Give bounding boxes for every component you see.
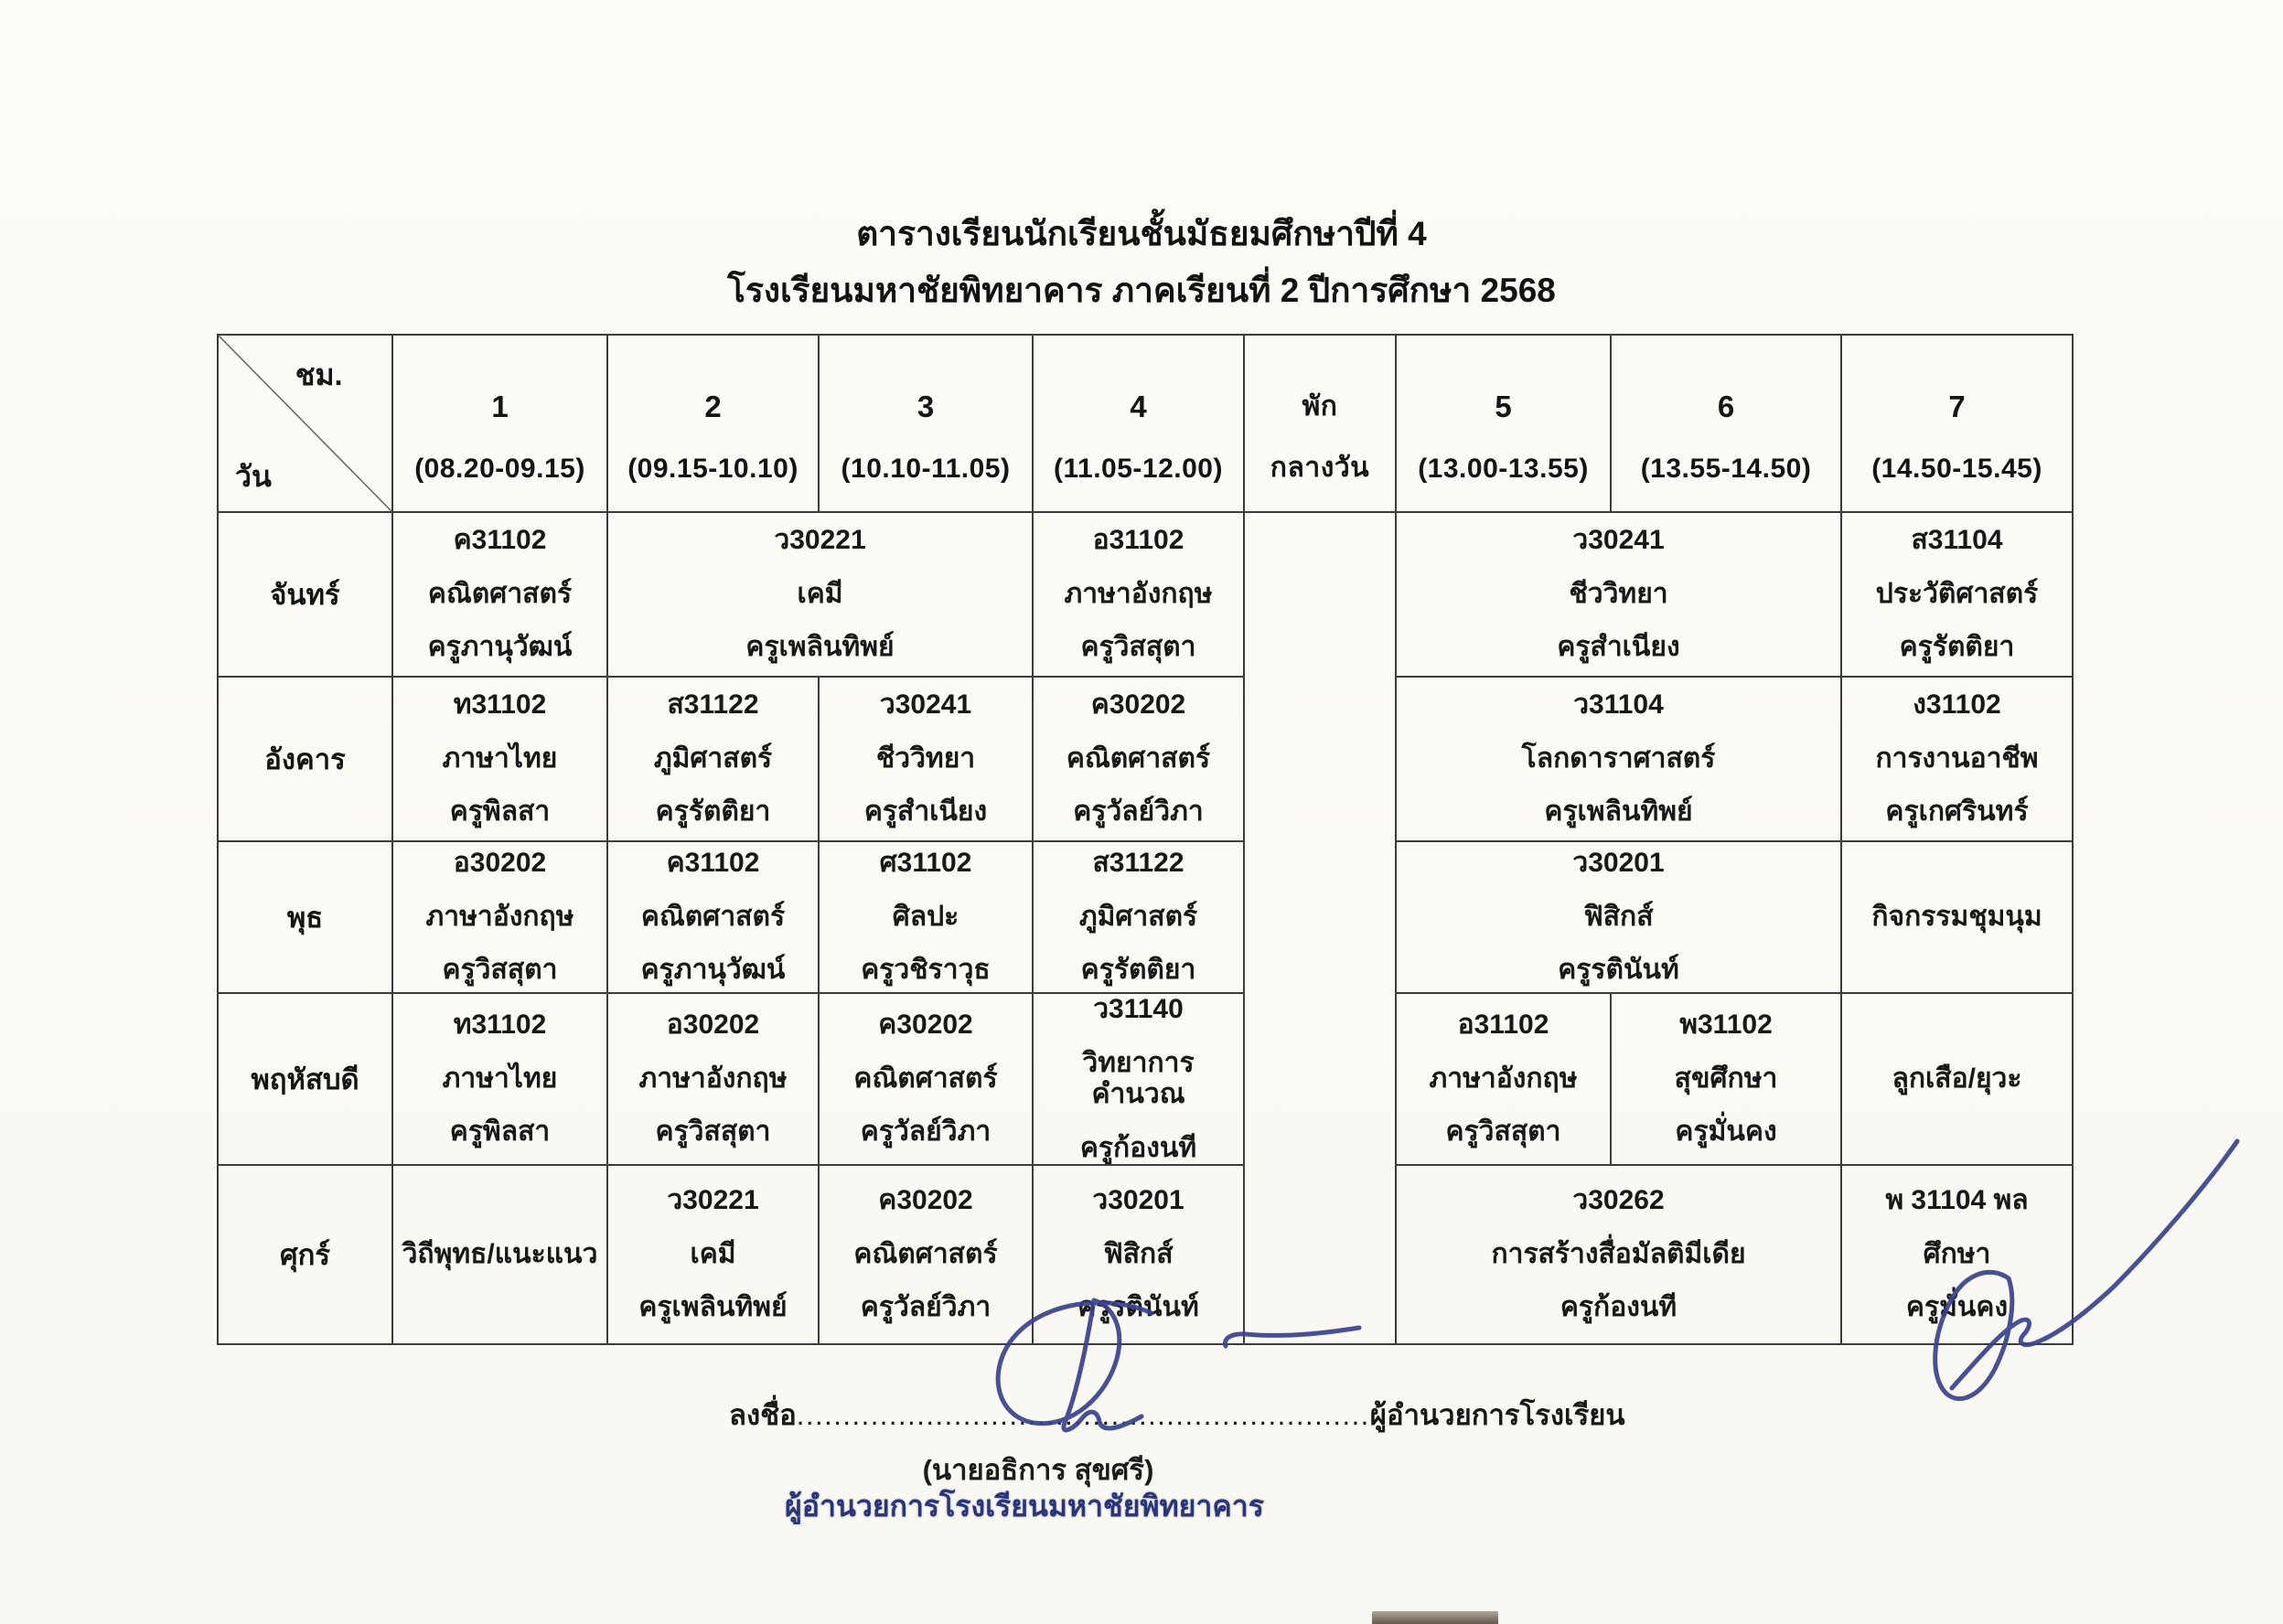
schedule-cell [1396,993,1611,1165]
subject-code: ค30202 [878,1185,973,1216]
activity-name: ลูกเสือ/ยุวะ [1892,1063,2022,1094]
subject-name: ภาษาไทย [442,743,558,774]
subject-code: ว30241 [879,689,972,721]
sign-label: ลงชื่อ [729,1399,797,1431]
period-header-5 [1396,335,1611,512]
teacher-name: ครูเพลินทิพย์ [638,1292,788,1323]
subject-code: ท31102 [453,689,547,721]
subject-name: ภาษาอังกฤษ [425,901,574,932]
schedule-cell-activity [392,1165,607,1344]
subject-name: เคมี [690,1238,736,1269]
teacher-name: ครูวัลย์วิภา [1073,796,1204,828]
schedule-cell [392,841,607,993]
signer-position-stamp: ผู้อำนวยการโรงเรียนมหาชัยพิทยาคาร [785,1490,1264,1522]
teacher-name: ครูรตินันท์ [1077,1292,1199,1323]
teacher-name: ครูรัตติยา [1080,955,1196,986]
period-time: (08.20-09.15) [414,454,585,484]
schedule-cell [1033,512,1244,677]
schedule-cell [607,677,819,841]
teacher-name: ครูภานุวัฒน์ [427,632,573,663]
subject-code: อ31102 [1457,1010,1549,1041]
day-label-tuesday: อังคาร [218,677,392,841]
subject-name: คณิตศาสตร์ [853,1063,998,1094]
subject-code: ค31102 [453,525,547,556]
day-label-wednesday: พุธ [218,841,392,993]
subject-name: ศึกษา [1923,1238,1991,1269]
subject-code: ค30202 [1090,689,1186,721]
signature-line [729,1392,1625,1437]
activity-name: กิจกรรมชุมนุม [1871,901,2042,932]
subject-code: ส31122 [667,689,759,721]
period-header-1 [392,335,607,512]
teacher-name: ครูวิสสุตา [1080,632,1196,663]
subject-name: ฟิสิกส์ [1583,901,1654,932]
teacher-name: ครูก้องนที [1560,1292,1677,1323]
subject-code: อ30202 [453,848,547,879]
schedule-cell [1611,993,1841,1165]
period-time: (09.15-10.10) [627,454,799,484]
subject-name: การงานอาชีพ [1875,743,2039,774]
document-title: ตารางเรียนนักเรียนชั้นมัธยมศึกษาปีที่ 4 [856,215,1427,252]
period-number: 5 [1495,390,1512,423]
teacher-name: ครูพิลสา [449,1116,551,1148]
teacher-name: ครูวชิราวุธ [861,955,991,986]
subject-code: ว31140 [1093,994,1184,1024]
schedule-cell [1033,841,1244,993]
lunch-break-cell [1244,512,1396,1344]
subject-name: คณิตศาสตร์ [427,578,573,609]
schedule-cell [607,841,819,993]
schedule-cell [1841,677,2073,841]
schedule-cell [392,512,607,677]
teacher-name: ครูภานุวัฒน์ [640,955,786,986]
subject-name: ฟิสิกส์ [1103,1238,1174,1269]
schedule-cell [1396,1165,1841,1344]
schedule-cell [607,512,1033,677]
subject-name: คณิตศาสตร์ [640,901,786,932]
subject-name: ภูมิศาสตร์ [1078,901,1198,932]
schedule-cell [819,841,1033,993]
teacher-name: ครูวัลย์วิภา [860,1116,991,1148]
subject-code: อ31102 [1092,525,1184,556]
period-time: (10.10-11.05) [841,454,1011,484]
subject-code: ว30201 [1092,1185,1184,1216]
schedule-cell [392,677,607,841]
teacher-name: ครูสำเนียง [1557,632,1680,663]
schedule-cell [1033,1165,1244,1344]
subject-code: ง31102 [1913,689,2001,721]
subject-code: พ 31104 พล [1885,1185,2029,1216]
subject-name: การสร้างสื่อมัลติมีเดีย [1491,1238,1746,1269]
period-number: 3 [916,390,935,423]
period-number: 4 [1130,390,1147,423]
period-time: (14.50-15.45) [1871,454,2042,484]
period-header-7 [1841,335,2073,512]
corner-header-cell [218,335,392,512]
teacher-name: ครูวิสสุตา [442,955,558,986]
period-header-3 [819,335,1033,512]
lunch-header-cell [1244,335,1396,512]
teacher-name: ครูรัตติยา [655,796,771,828]
schedule-cell [1841,512,2073,677]
subject-code: ว30262 [1572,1185,1665,1216]
period-number: 6 [1717,390,1735,423]
subject-name: ภูมิศาสตร์ [653,743,773,774]
subject-code: ส31122 [1092,848,1184,879]
schedule-cell [819,677,1033,841]
subject-name: ศิลปะ [892,901,959,932]
corner-label-day: วัน [235,460,272,493]
subject-name: ประวัติศาสตร์ [1875,578,2039,609]
schedule-cell [392,993,607,1165]
subject-name: เคมี [797,578,843,609]
teacher-name: ครูวิสสุตา [1445,1116,1561,1148]
teacher-name: ครูมั่นคง [1675,1116,1777,1148]
subject-code: อ30202 [666,1010,760,1041]
teacher-name: ครูวิสสุตา [655,1116,771,1148]
period-header-6 [1611,335,1841,512]
day-label-monday: จันทร์ [218,512,392,677]
subject-code: ค30202 [878,1010,973,1041]
subject-name: ภาษาอังกฤษ [1064,578,1213,609]
subject-name: ภาษาอังกฤษ [638,1063,788,1094]
day-label-friday: ศุกร์ [218,1165,392,1344]
subject-name: คณิตศาสตร์ [853,1238,998,1269]
period-time: (11.05-12.00) [1054,454,1223,484]
schedule-cell [1396,677,1841,841]
subject-name: ชีววิทยา [875,743,976,774]
signer-name: (นายอธิการ สุขศรี) [922,1454,1154,1486]
schedule-cell-activity [1841,993,2073,1165]
subject-code: ว31104 [1573,689,1664,721]
period-header-4 [1033,335,1244,512]
period-number: 1 [491,390,509,423]
schedule-cell-activity [1841,841,2073,993]
schedule-cell [1841,1165,2073,1344]
subject-code: ค31102 [666,848,760,879]
subject-code: ว30221 [774,525,866,556]
schedule-cell [1033,993,1244,1165]
corner-label-period: ชม. [295,358,343,391]
subject-code: ว30221 [667,1185,759,1216]
teacher-name: ครูเกศรินทร์ [1885,796,2029,828]
schedule-cell [607,993,819,1165]
scan-edge-artifact [1372,1611,1498,1624]
teacher-name: ครูเพลินทิพย์ [745,632,895,663]
lunch-label-1: พัก [1302,391,1338,422]
period-time: (13.00-13.55) [1418,454,1589,484]
timetable [217,334,2074,1345]
director-suffix: ผู้อำนวยการโรงเรียน [1369,1399,1625,1431]
subject-code: พ31102 [1679,1010,1773,1041]
subject-name: ชีววิทยา [1569,578,1668,609]
day-label-thursday: พฤหัสบดี [218,993,392,1165]
schedule-cell [1396,512,1841,677]
subject-name: ภาษาไทย [442,1063,558,1094]
schedule-cell [1033,677,1244,841]
period-time: (13.55-14.50) [1640,454,1812,484]
period-header-2 [607,335,819,512]
teacher-name: ครูรัตติยา [1899,632,2015,663]
document-subtitle: โรงเรียนมหาชัยพิทยาคาร ภาคเรียนที่ 2 ปีการศึกษา 2568 [727,272,1556,309]
activity-name: วิถีพุทธ/แนะแนว [402,1238,598,1269]
teacher-name: ครูวัลย์วิภา [860,1292,991,1323]
subject-name: คณิตศาสตร์ [1066,743,1211,774]
schedule-cell [607,1165,819,1344]
period-number: 2 [704,390,722,423]
subject-code: ว30201 [1572,848,1665,879]
subject-code: ว30241 [1572,525,1665,556]
teacher-name: ครูสำเนียง [863,796,988,828]
dotted-line: .............................................................. [796,1399,1370,1431]
subject-name: วิทยาการคำนวณ [1082,1047,1195,1109]
period-number: 7 [1948,390,1966,423]
subject-code: ส31104 [1911,525,2003,556]
lunch-label-2: กลางวัน [1270,453,1370,483]
subject-name: ภาษาอังกฤษ [1429,1063,1578,1094]
teacher-name: ครูมั่นคง [1905,1292,2009,1323]
subject-code: ท31102 [453,1010,547,1041]
teacher-name: ครูพิลสา [449,796,551,828]
schedule-cell [1396,841,1841,993]
schedule-cell [819,1165,1033,1344]
subject-name: โลกดาราศาสตร์ [1521,743,1716,774]
subject-name: สุขศึกษา [1674,1063,1778,1094]
teacher-name: ครูเพลินทิพย์ [1544,796,1693,828]
teacher-name: ครูรตินันท์ [1558,955,1679,986]
teacher-name: ครูก้องนที [1079,1132,1197,1163]
schedule-cell [819,993,1033,1165]
subject-code: ศ31102 [879,848,972,879]
